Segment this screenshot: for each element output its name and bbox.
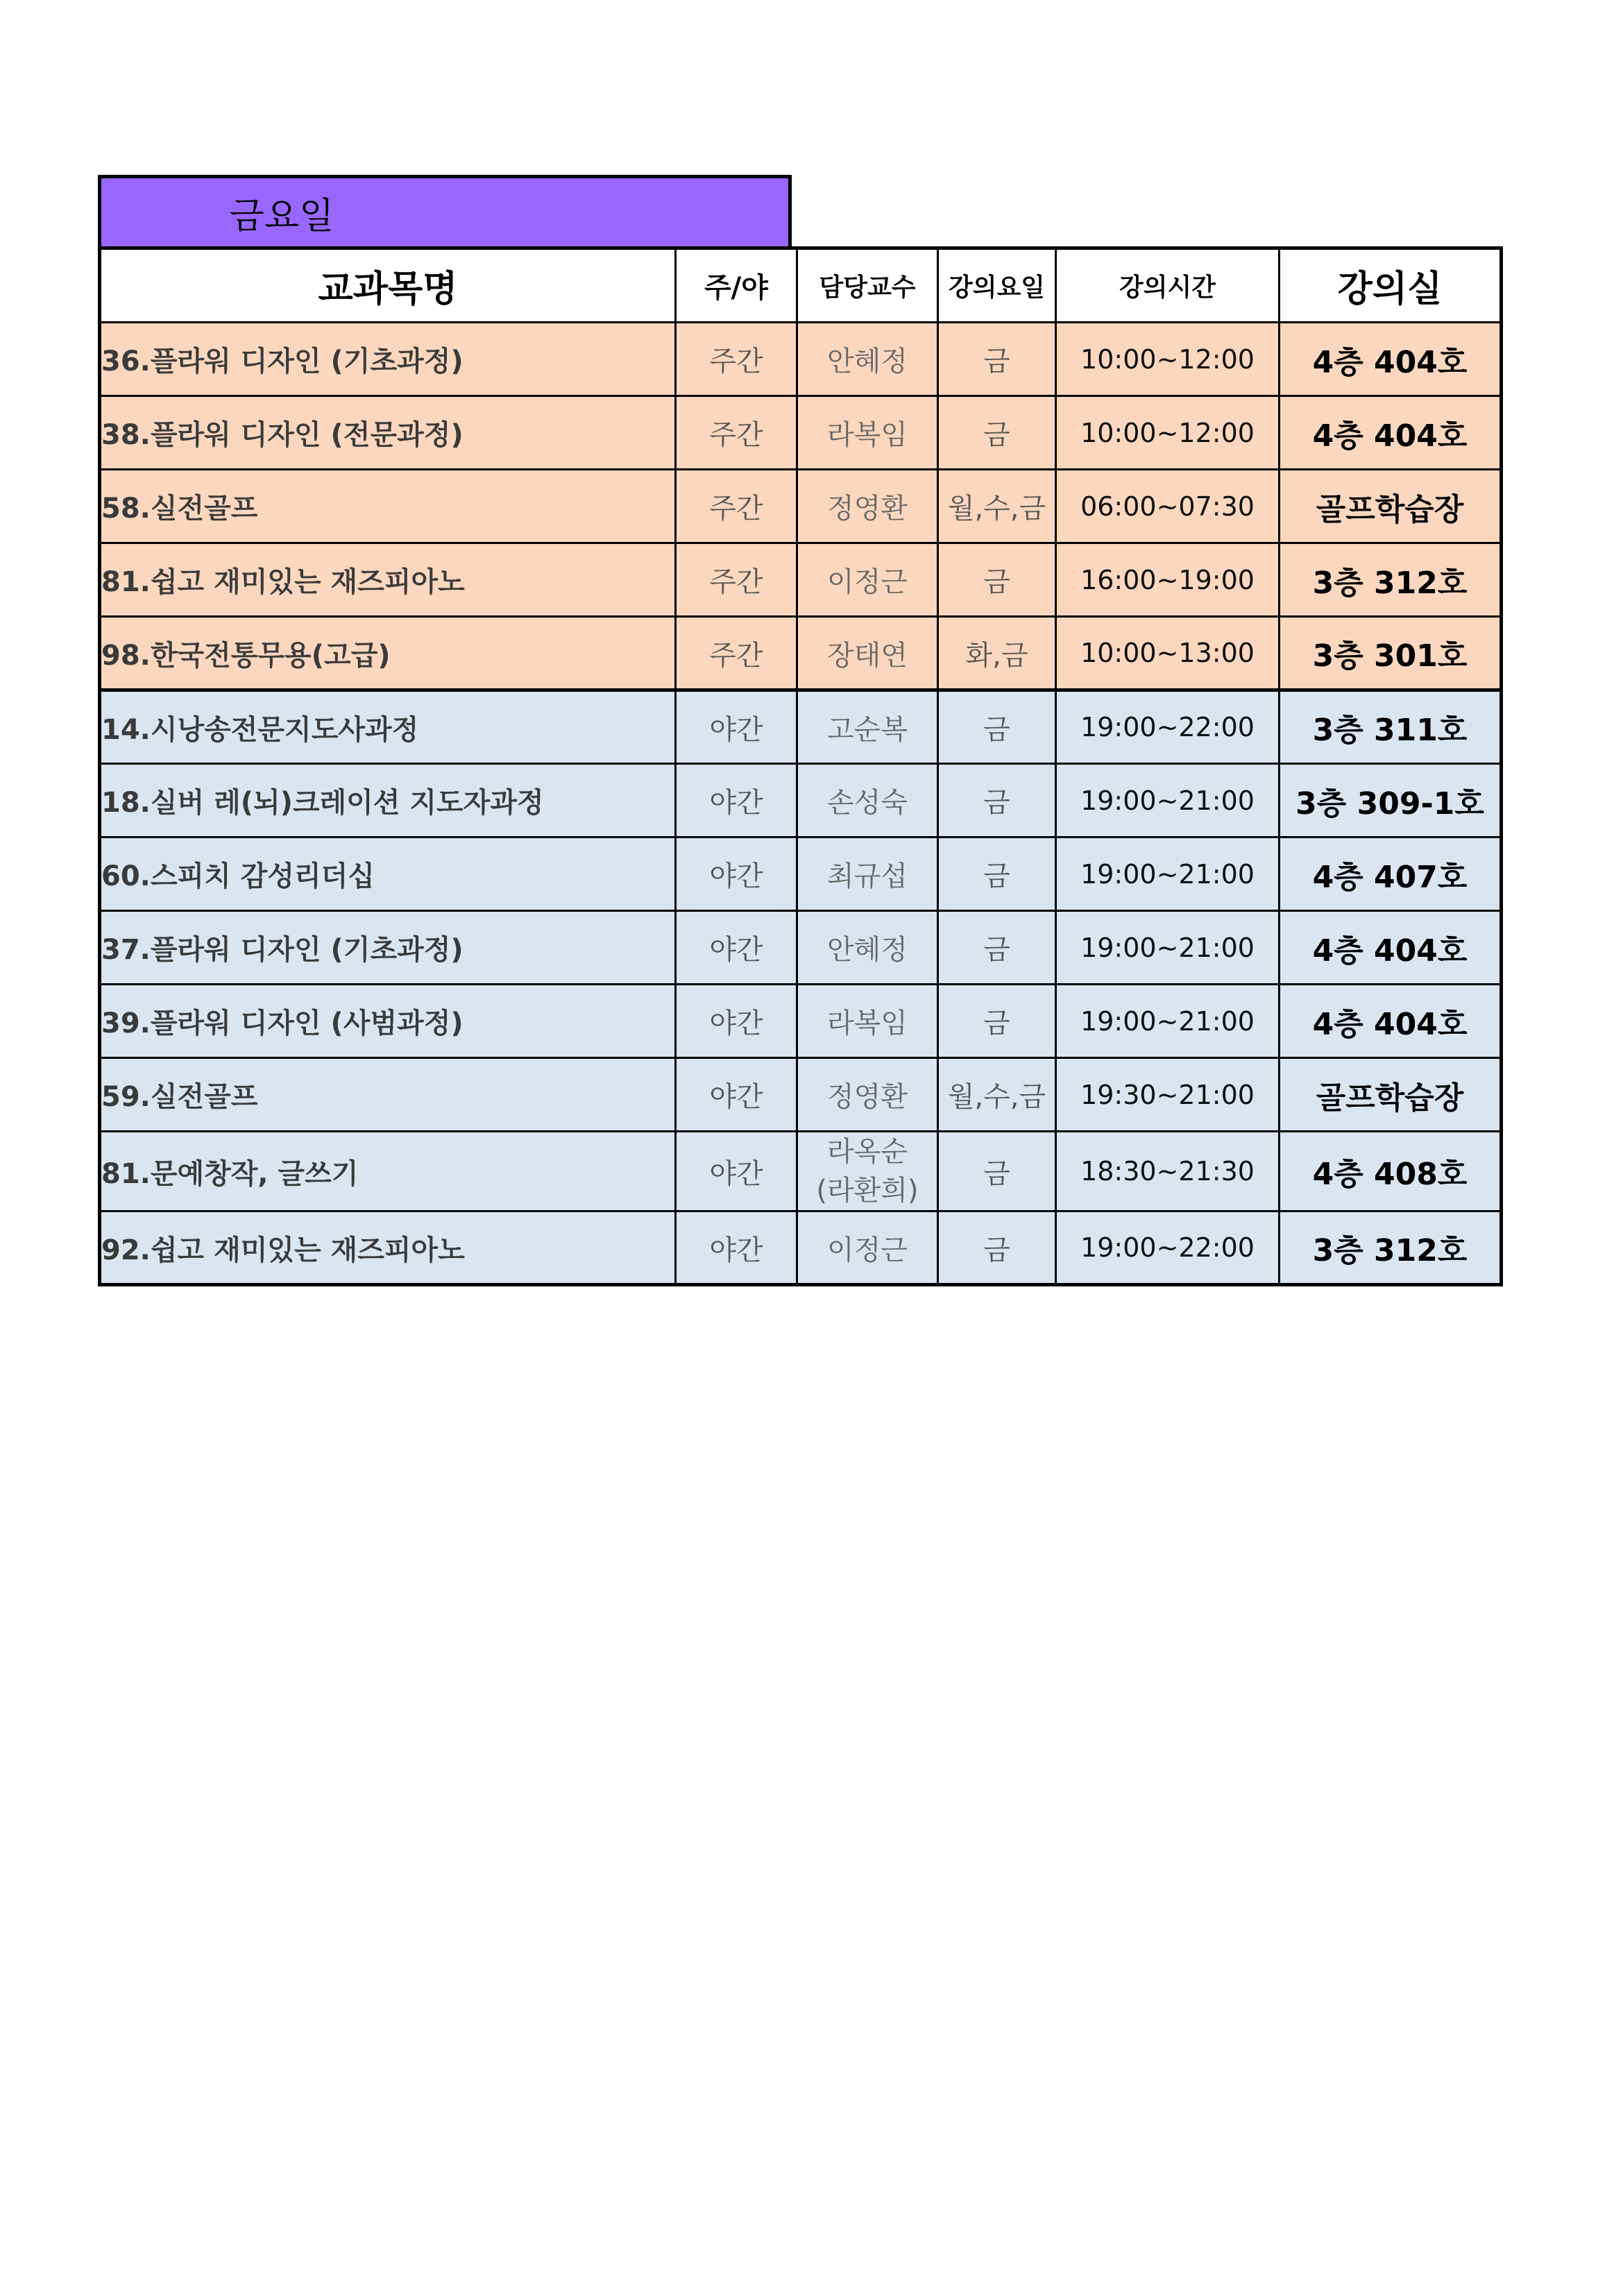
day-night-cell: 야간 — [676, 1132, 797, 1211]
lecture-time-cell: 19:00~21:00 — [1056, 764, 1280, 837]
professor-cell: 라복임 — [797, 396, 938, 470]
header-day-night: 주/야 — [676, 248, 797, 323]
schedule-body — [100, 323, 1502, 1285]
header-row — [100, 248, 1502, 323]
lecture-days-cell: 금 — [938, 837, 1056, 911]
classroom-cell: 골프학습장 — [1280, 1058, 1502, 1132]
schedule-table — [98, 246, 1503, 1286]
lecture-time-cell: 19:00~21:00 — [1056, 837, 1280, 911]
lecture-days-cell: 금 — [938, 543, 1056, 617]
professor-cell: 정영환 — [797, 1058, 938, 1132]
day-night-cell: 야간 — [676, 985, 797, 1058]
lecture-time-cell: 19:00~22:00 — [1056, 1211, 1280, 1285]
header-lecture-days: 강의요일 — [938, 248, 1056, 323]
classroom-cell: 3층 312호 — [1280, 1211, 1502, 1285]
lecture-days-cell: 금 — [938, 396, 1056, 470]
lecture-days-cell: 월,수,금 — [938, 470, 1056, 543]
classroom-cell: 4층 407호 — [1280, 837, 1502, 911]
classroom-cell: 3층 301호 — [1280, 617, 1502, 690]
professor-name: 라옥순 — [827, 1136, 908, 1168]
lecture-time-cell: 19:00~22:00 — [1056, 690, 1280, 764]
classroom-cell: 4층 408호 — [1280, 1132, 1502, 1211]
professor-cell: 장태연 — [797, 617, 938, 690]
lecture-days-cell: 화,금 — [938, 617, 1056, 690]
day-night-cell: 주간 — [676, 396, 797, 470]
day-title — [98, 175, 792, 246]
classroom-cell: 3층 311호 — [1280, 690, 1502, 764]
professor-cell: 손성숙 — [797, 764, 938, 837]
table-row — [100, 617, 1502, 690]
lecture-days-cell: 금 — [938, 323, 1056, 396]
classroom-cell: 3층 312호 — [1280, 543, 1502, 617]
lecture-days-cell: 금 — [938, 1132, 1056, 1211]
classroom-cell: 4층 404호 — [1280, 396, 1502, 470]
table-row — [100, 1132, 1502, 1211]
course-name-cell: 39.플라워 디자인 (사범과정) — [100, 985, 676, 1058]
day-night-cell: 야간 — [676, 764, 797, 837]
table-row — [100, 837, 1502, 911]
lecture-days-cell: 월,수,금 — [938, 1058, 1056, 1132]
classroom-cell: 4층 404호 — [1280, 323, 1502, 396]
lecture-days-cell: 금 — [938, 764, 1056, 837]
lecture-time-cell: 10:00~13:00 — [1056, 617, 1280, 690]
lecture-time-cell: 10:00~12:00 — [1056, 396, 1280, 470]
professor-note: (라환희) — [816, 1175, 919, 1207]
header-classroom: 강의실 — [1280, 248, 1502, 323]
course-name-cell: 81.쉽고 재미있는 재즈피아노 — [100, 543, 676, 617]
course-name-cell: 58.실전골프 — [100, 470, 676, 543]
day-night-cell: 주간 — [676, 470, 797, 543]
header-lecture-time: 강의시간 — [1056, 248, 1280, 323]
classroom-cell: 3층 309-1호 — [1280, 764, 1502, 837]
professor-cell: 안혜정 — [797, 323, 938, 396]
professor-cell: 최규섭 — [797, 837, 938, 911]
professor-cell: 안혜정 — [797, 911, 938, 985]
course-name-cell: 38.플라워 디자인 (전문과정) — [100, 396, 676, 470]
table-row — [100, 985, 1502, 1058]
course-name-cell: 81.문예창작, 글쓰기 — [100, 1132, 676, 1211]
course-name-cell: 98.한국전통무용(고급) — [100, 617, 676, 690]
table-row — [100, 690, 1502, 764]
professor-cell: 정영환 — [797, 470, 938, 543]
table-row — [100, 1058, 1502, 1132]
classroom-cell: 골프학습장 — [1280, 470, 1502, 543]
lecture-days-cell: 금 — [938, 690, 1056, 764]
table-row — [100, 323, 1502, 396]
lecture-days-cell: 금 — [938, 1211, 1056, 1285]
lecture-time-cell: 19:00~21:00 — [1056, 985, 1280, 1058]
course-name-cell: 14.시낭송전문지도사과정 — [100, 690, 676, 764]
table-row — [100, 764, 1502, 837]
professor-cell: 고순복 — [797, 690, 938, 764]
course-name-cell: 60.스피치 감성리더십 — [100, 837, 676, 911]
classroom-cell: 4층 404호 — [1280, 985, 1502, 1058]
professor-cell: 라복임 — [797, 985, 938, 1058]
lecture-time-cell: 19:00~21:00 — [1056, 911, 1280, 985]
course-name-cell: 37.플라워 디자인 (기초과정) — [100, 911, 676, 985]
lecture-time-cell: 10:00~12:00 — [1056, 323, 1280, 396]
lecture-time-cell: 18:30~21:30 — [1056, 1132, 1280, 1211]
day-night-cell: 주간 — [676, 543, 797, 617]
lecture-days-cell: 금 — [938, 985, 1056, 1058]
table-row — [100, 911, 1502, 985]
professor-cell: 이정근 — [797, 1211, 938, 1285]
lecture-time-cell: 16:00~19:00 — [1056, 543, 1280, 617]
table-row — [100, 1211, 1502, 1285]
classroom-cell: 4층 404호 — [1280, 911, 1502, 985]
day-night-cell: 야간 — [676, 1211, 797, 1285]
day-night-cell: 야간 — [676, 837, 797, 911]
course-name-cell: 18.실버 레(뇌)크레이션 지도자과정 — [100, 764, 676, 837]
table-row — [100, 396, 1502, 470]
day-night-cell: 주간 — [676, 323, 797, 396]
course-name-cell: 36.플라워 디자인 (기초과정) — [100, 323, 676, 396]
day-title-text: 금요일 — [229, 195, 334, 237]
professor-cell — [797, 1132, 938, 1211]
professor-cell: 이정근 — [797, 543, 938, 617]
lecture-time-cell: 06:00~07:30 — [1056, 470, 1280, 543]
lecture-time-cell: 19:30~21:00 — [1056, 1058, 1280, 1132]
day-night-cell: 야간 — [676, 690, 797, 764]
course-name-cell: 92.쉽고 재미있는 재즈피아노 — [100, 1211, 676, 1285]
table-row — [100, 543, 1502, 617]
table-row — [100, 470, 1502, 543]
day-night-cell: 주간 — [676, 617, 797, 690]
course-name-cell: 59.실전골프 — [100, 1058, 676, 1132]
lecture-days-cell: 금 — [938, 911, 1056, 985]
header-professor: 담당교수 — [797, 248, 938, 323]
day-night-cell: 야간 — [676, 1058, 797, 1132]
header-course-name: 교과목명 — [100, 248, 676, 323]
day-night-cell: 야간 — [676, 911, 797, 985]
